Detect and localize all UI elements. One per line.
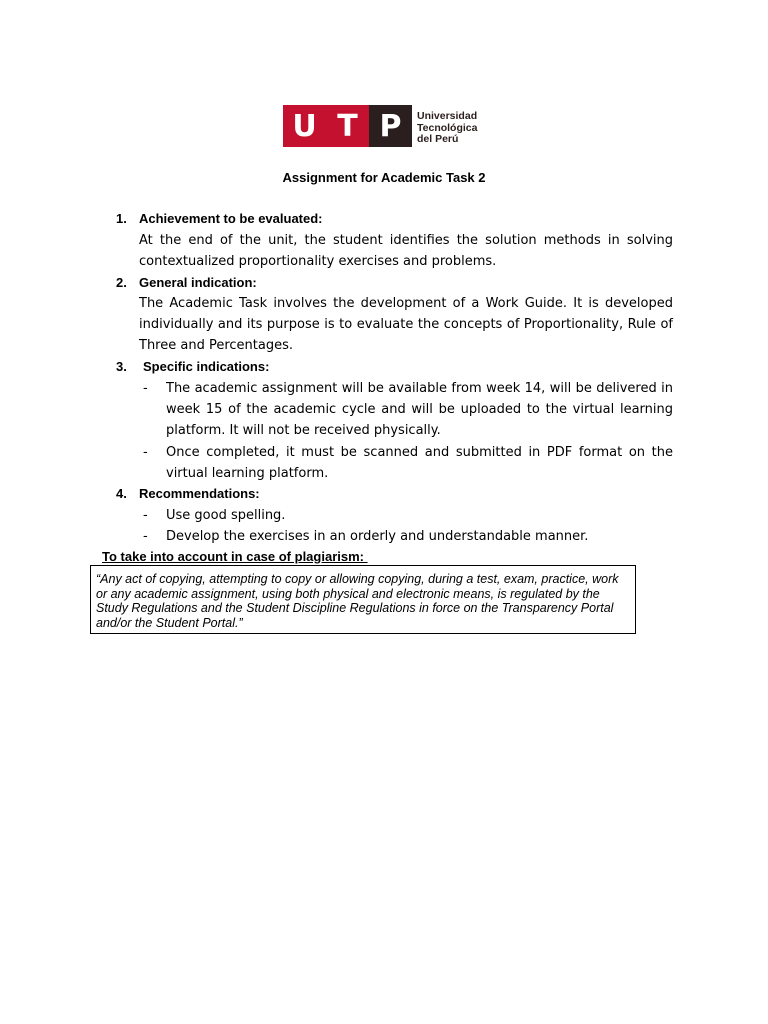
logo-name-line: Universidad — [417, 110, 478, 122]
utp-logo — [283, 105, 487, 147]
bullet-marker: - — [143, 445, 148, 460]
section-heading-achievement: Achievement to be evaluated: — [139, 211, 323, 226]
logo-letter-t: T — [326, 105, 369, 147]
section-number: 2. — [116, 275, 127, 290]
logo-university-name — [417, 105, 487, 147]
plagiarism-quote-box — [90, 565, 636, 634]
bullet-item-orderly: Develop the exercises in an orderly and understandable manner. — [166, 529, 589, 544]
section-number: 1. — [116, 211, 127, 226]
bullet-marker: - — [143, 508, 148, 523]
logo-name-line: Tecnológica — [417, 121, 478, 134]
logo-letters — [283, 105, 412, 147]
section-number: 3. — [116, 359, 127, 374]
section-number: 4. — [116, 486, 127, 501]
bullet-marker: - — [143, 381, 148, 396]
section-body-general: The Academic Task involves the development of a Work Guide. It is developed individually and its purpose is to evaluate the concepts of Proportionality, Rule of Three and Percentages. — [139, 296, 673, 353]
section-heading-specific: Specific indications: — [143, 359, 270, 374]
section-body-achievement: At the end of the unit, the student identifies the solution methods in solving contextualized proportionality exercises and problems. — [139, 233, 673, 269]
logo-letter-u: U — [283, 105, 326, 147]
bullet-item-submission: Once completed, it must be scanned and submitted in PDF format on the virtual learning platform. — [166, 445, 673, 481]
plagiarism-quote: “Any act of copying, attempting to copy or allowing copying, during a test, exam, practice, work or any academic assignment, using both physical and electronic means, is regulated by the Study Regulations and the Student Discipline Regulations in force on the Transparency Portal and/or the Student Portal.” — [96, 572, 619, 630]
bullet-marker: - — [143, 529, 148, 544]
plagiarism-heading: To take into account in case of plagiarism: — [102, 549, 368, 564]
document-title: Assignment for Academic Task 2 — [282, 170, 486, 185]
logo-letter-p: P — [369, 105, 412, 147]
bullet-item-availability: The academic assignment will be available from week 14, will be delivered in week 15 of the academic cycle and will be uploaded to the virtual learning platform. It will not be received physically. — [166, 381, 673, 438]
bullet-item-spelling: Use good spelling. — [166, 508, 286, 523]
section-heading-general: General indication: — [139, 275, 257, 290]
logo-name-line: del Perú — [417, 133, 459, 145]
section-heading-recommendations: Recommendations: — [139, 486, 260, 501]
